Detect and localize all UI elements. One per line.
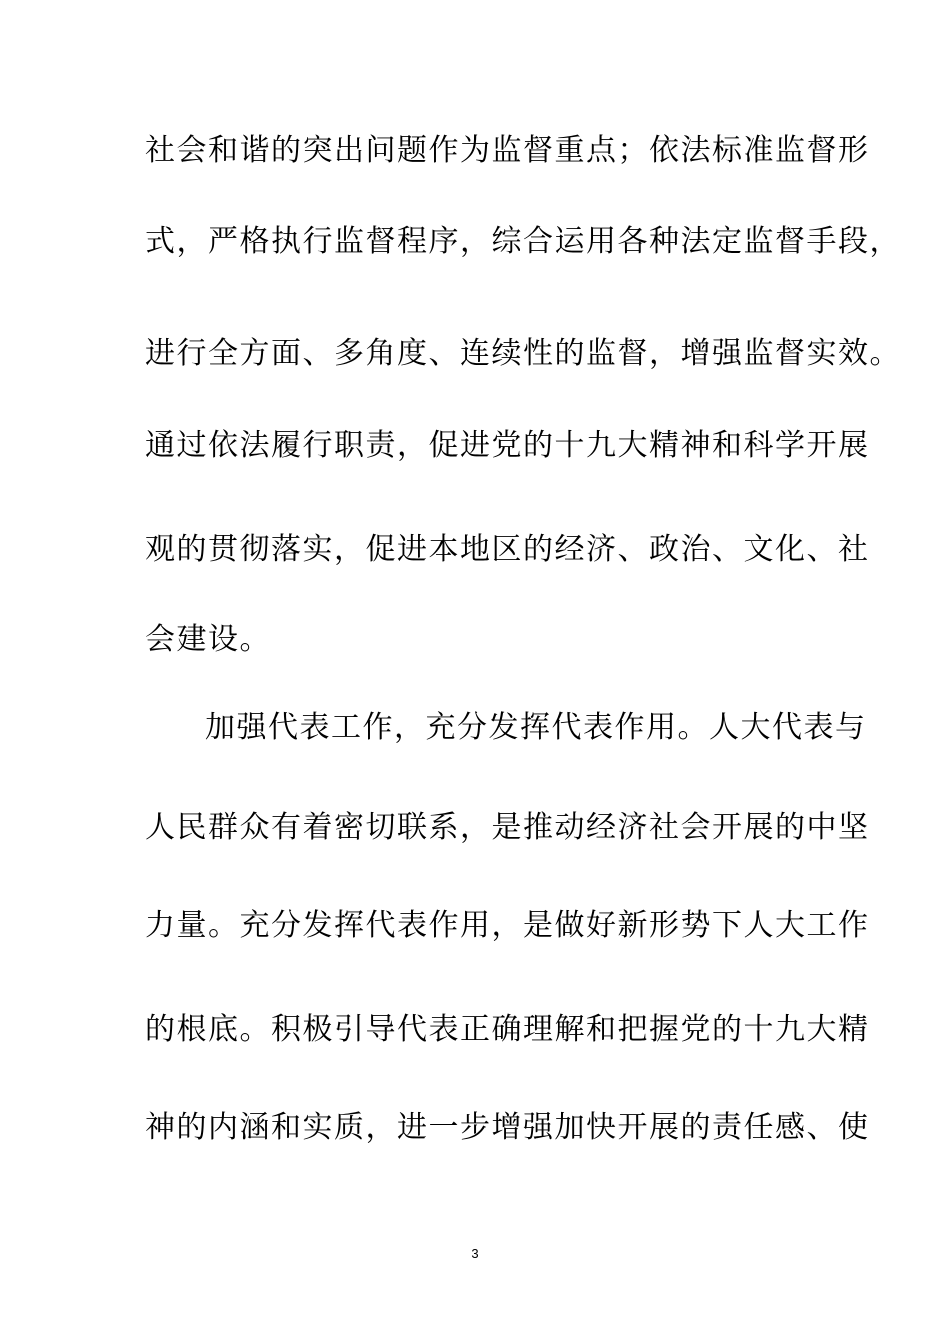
text-line: 人民群众有着密切联系，是推动经济社会开展的中坚 [145, 810, 870, 845]
text-line: 社会和谐的突出问题作为监督重点；依法标准监督形 [145, 133, 870, 168]
text-line: 力量。充分发挥代表作用，是做好新形势下人大工作 [145, 908, 870, 943]
text-line: 的根底。积极引导代表正确理解和把握党的十九大精 [145, 1012, 870, 1047]
page-number: 3 [471, 1246, 479, 1261]
text-line: 进行全方面、多角度、连续性的监督，增强监督实效。 [145, 336, 901, 371]
paragraph-first-line: 加强代表工作，充分发挥代表作用。人大代表与 [205, 710, 867, 745]
text-line: 式，严格执行监督程序，综合运用各种法定监督手段， [145, 224, 901, 259]
text-line: 会建设。 [145, 622, 271, 657]
text-line: 神的内涵和实质，进一步增强加快开展的责任感、使 [145, 1110, 870, 1145]
text-line: 观的贯彻落实，促进本地区的经济、政治、文化、社 [145, 532, 870, 567]
text-line: 通过依法履行职责，促进党的十九大精神和科学开展 [145, 428, 870, 463]
